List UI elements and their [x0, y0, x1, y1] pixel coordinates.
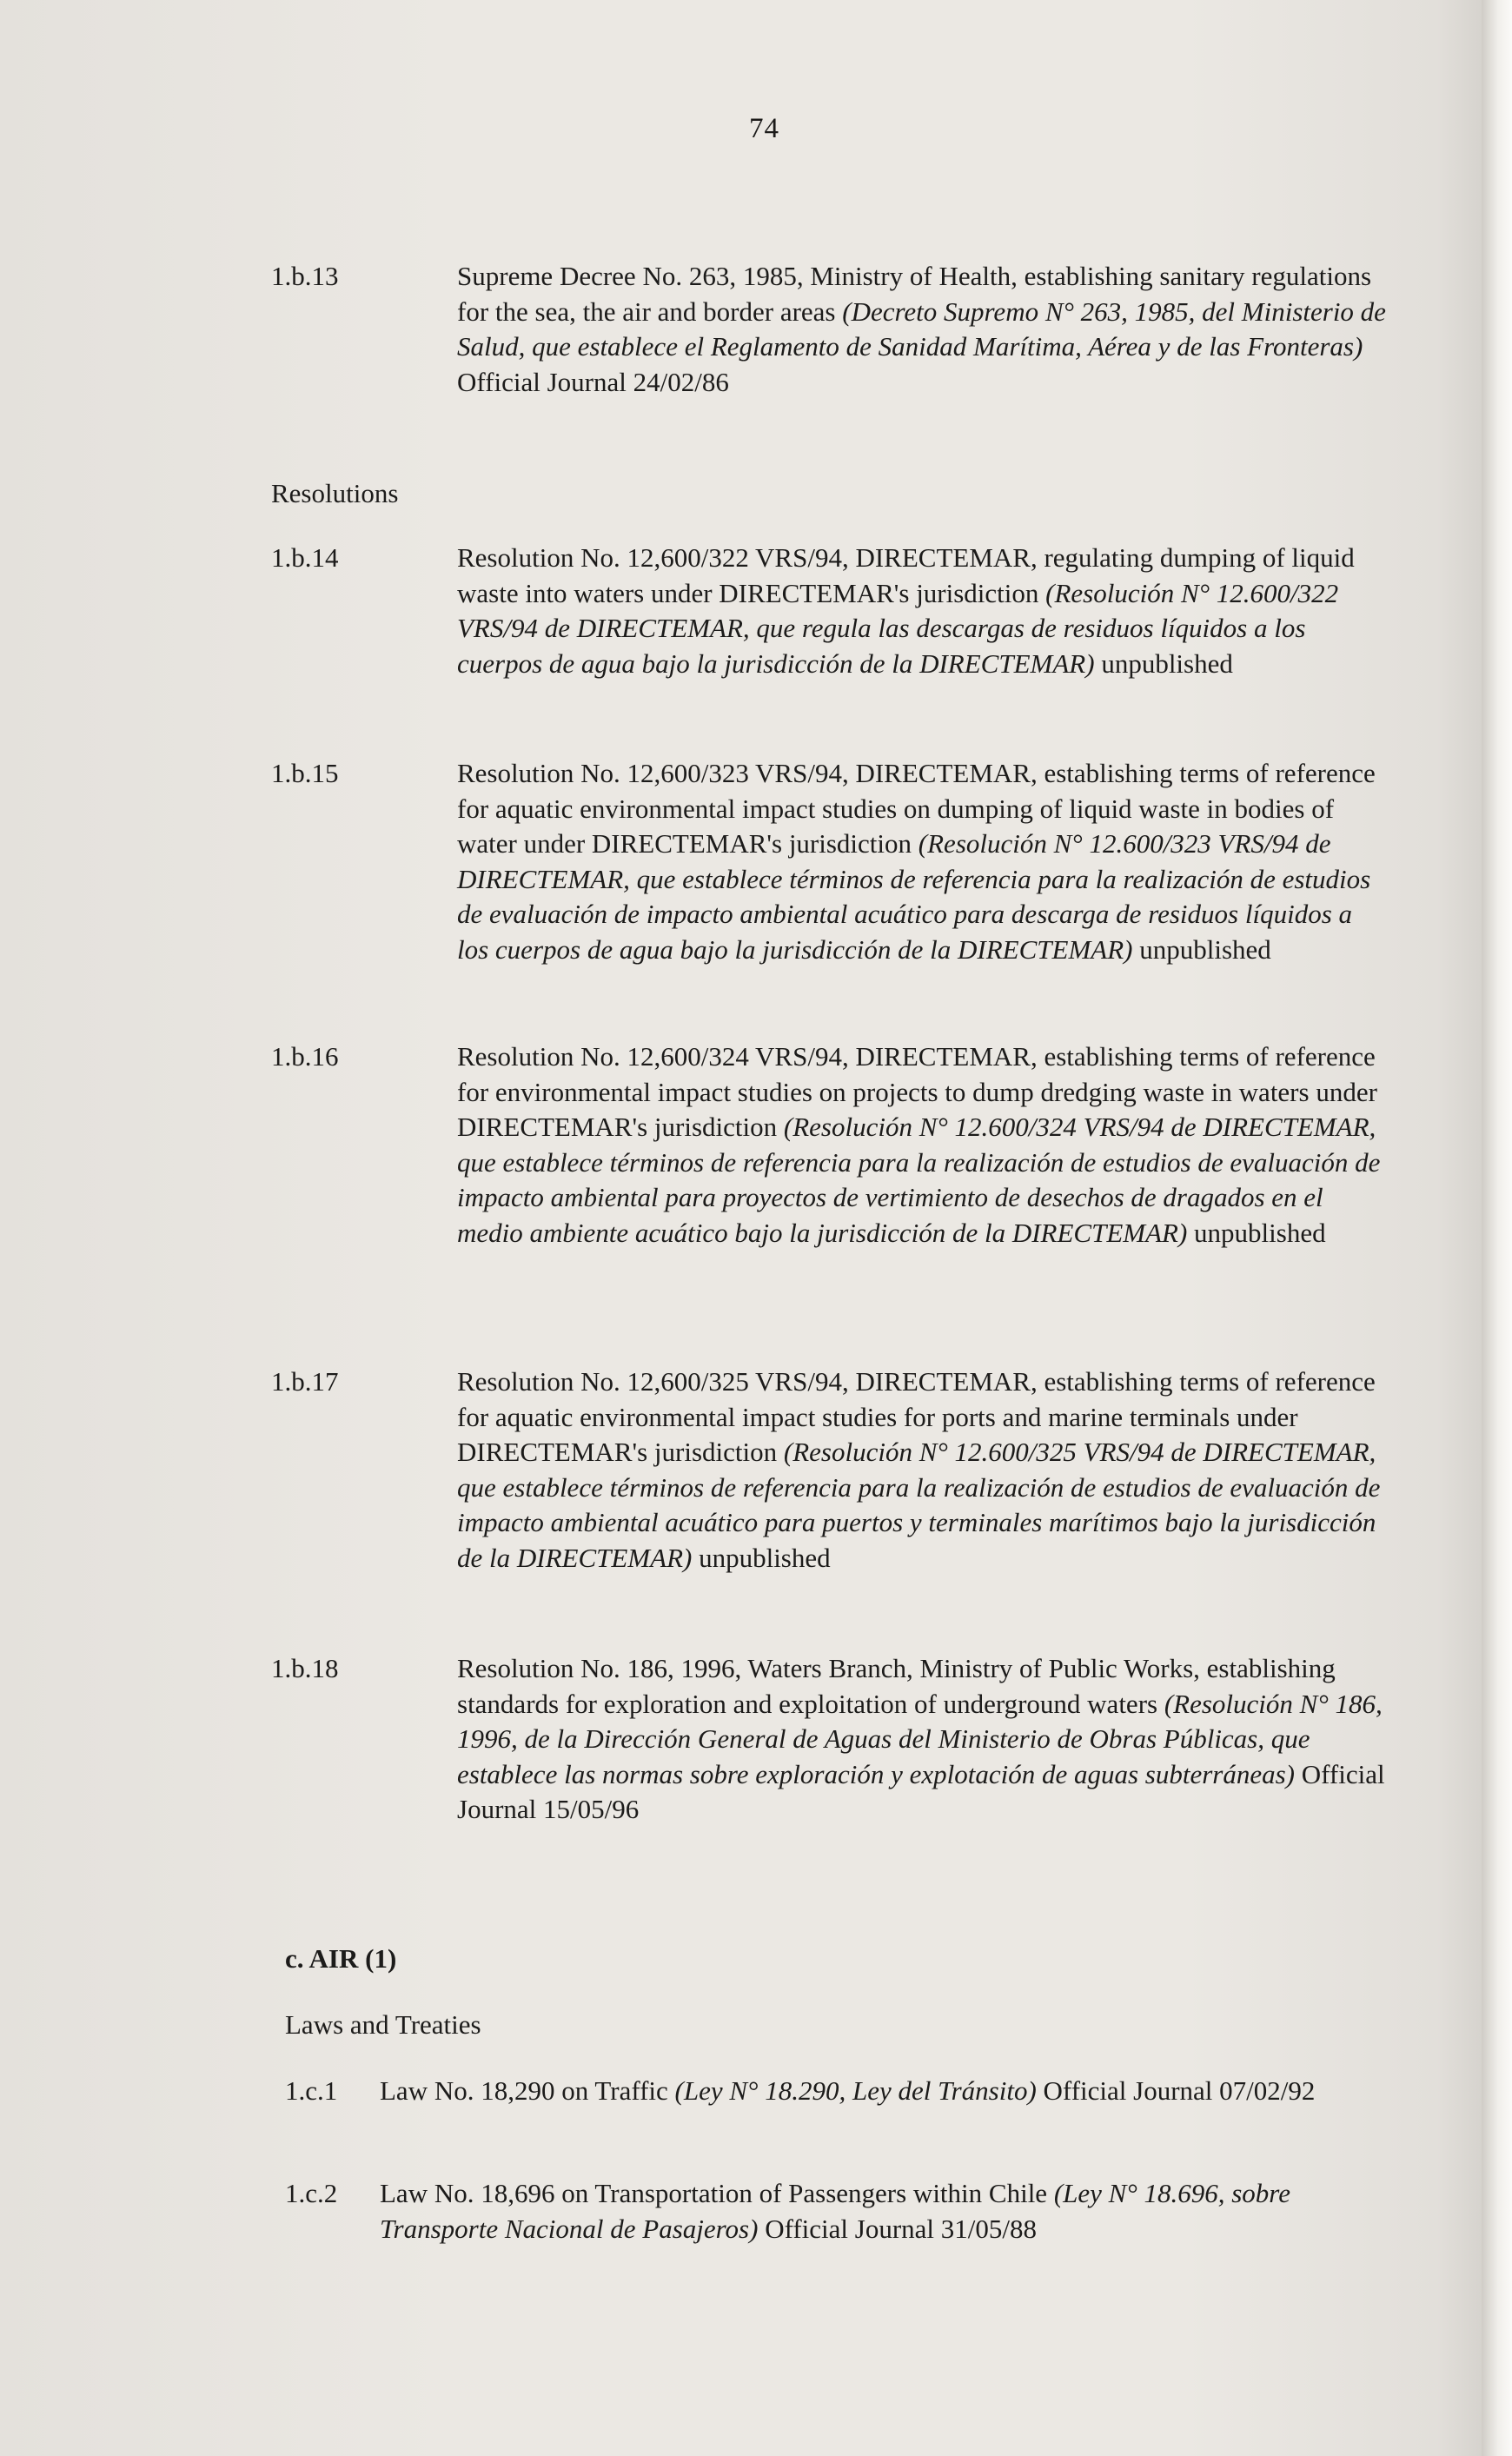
entry-number: 1.b.14 [271, 542, 339, 573]
entry-text [457, 541, 1387, 681]
entry-number: 1.c.1 [285, 2075, 338, 2106]
entry-english: Resolution No. 12,600/324 VRS/94, DIRECTEMAR, establishing terms of reference for environmental impact studies on projects to dump dredging waste in waters under DIRECTEMAR's jurisdiction [457, 1041, 1377, 1142]
entry-status: unpublished [1187, 1217, 1326, 1248]
entry-spanish: (Resolución N° 12.600/324 VRS/94 de DIRECTEMAR, que establece términos de referencia para la realización de estudios de evaluación de impacto ambiental para proyectos de vertimiento de desechos de dragados en el medio ambiente acuático bajo la jurisdicción de la DIRECTEMAR) [457, 1112, 1381, 1248]
entry-spanish: (Ley N° 18.696, sobre Transporte Nacional de Pasajeros) [380, 2178, 1290, 2244]
entry-spanish: (Resolución N° 12.600/322 VRS/94 de DIRECTEMAR, que regula las descargas de residuos líquidos a los cuerpos de agua bajo la jurisdicción de la DIRECTEMAR) [457, 577, 1339, 679]
entry-status: unpublished [1132, 933, 1271, 965]
entry-status: unpublished [692, 1542, 831, 1573]
entry-number: 1.b.18 [271, 1653, 339, 1683]
entry-spanish: (Decreto Supremo N° 263, 1985, del Ministerio de Salud, que establece el Reglamento de Sanidad Marítima, Aérea y de las Fronteras) [457, 295, 1386, 362]
entry-english: Law No. 18,696 on Transportation of Passengers within Chile [380, 2178, 1054, 2208]
entry-number: 1.b.16 [271, 1041, 339, 1072]
page-edge [1482, 0, 1512, 2456]
section-heading-laws: Laws and Treaties [285, 2009, 481, 2040]
entry-english: Resolution No. 186, 1996, Waters Branch, Ministry of Public Works, establishing standards for exploration and exploitation of underground waters [457, 1653, 1336, 1719]
section-heading-air: c. AIR (1) [285, 1943, 397, 1974]
entry-text [380, 2074, 1370, 2109]
entry-english: Resolution No. 12,600/323 VRS/94, DIRECTEMAR, establishing terms of reference for aquatic environmental impact studies on dumping of liquid waste in bodies of water under DIRECTEMAR's jurisdiction [457, 758, 1376, 859]
entry-status: unpublished [1094, 647, 1233, 679]
entry-text [457, 1651, 1387, 1828]
section-heading-resolutions: Resolutions [271, 478, 399, 508]
entry-number: 1.c.2 [285, 2178, 338, 2208]
entry-english: Resolution No. 12,600/322 VRS/94, DIRECTEMAR, regulating dumping of liquid waste into waters under DIRECTEMAR's jurisdiction [457, 542, 1355, 608]
entry-text [457, 1364, 1387, 1576]
entry-number: 1.b.15 [271, 758, 339, 788]
entry-status: Official Journal 31/05/88 [758, 2213, 1038, 2244]
entry-spanish: (Resolución N° 186, 1996, de la Dirección General de Aguas del Ministerio de Obras Públicas, que establece las normas sobre exploración y explotación de aguas subterráneas) [457, 1688, 1383, 1789]
entry-english: Resolution No. 12,600/325 VRS/94, DIRECTEMAR, establishing terms of reference for aquatic environmental impact studies for ports and marine terminals under DIRECTEMAR's jurisdiction [457, 1366, 1376, 1467]
entry-english: Supreme Decree No. 263, 1985, Ministry of Health, establishing sanitary regulations for the sea, the air and border areas [457, 261, 1372, 327]
page-number: 74 [749, 113, 779, 144]
entry-status: Official Journal 07/02/92 [1036, 2075, 1316, 2106]
entry-spanish: (Ley N° 18.290, Ley del Tránsito) [674, 2075, 1037, 2106]
entry-text [457, 1039, 1387, 1251]
entry-text [457, 259, 1387, 400]
entry-number: 1.b.13 [271, 261, 339, 291]
entry-text [380, 2176, 1370, 2247]
entry-status: Official Journal 24/02/86 [457, 366, 729, 397]
entry-english: Law No. 18,290 on Traffic [380, 2075, 675, 2106]
entry-status: Official Journal 15/05/96 [457, 1758, 1385, 1824]
entry-text [457, 756, 1387, 967]
entry-spanish: (Resolución N° 12.600/323 VRS/94 de DIRECTEMAR, que establece términos de referencia para la realización de estudios de evaluación de impacto ambiental acuático para descarga de residuos líquidos a los cuerpos de agua bajo la jurisdicción de la DIRECTEMAR) [457, 828, 1371, 965]
entry-spanish: (Resolución N° 12.600/325 VRS/94 de DIRECTEMAR, que establece términos de referencia para la realización de estudios de evaluación de impacto ambiental acuático para puertos y terminales marítimos bajo la jurisdicción de la DIRECTEMAR) [457, 1437, 1381, 1573]
entry-number: 1.b.17 [271, 1366, 339, 1397]
